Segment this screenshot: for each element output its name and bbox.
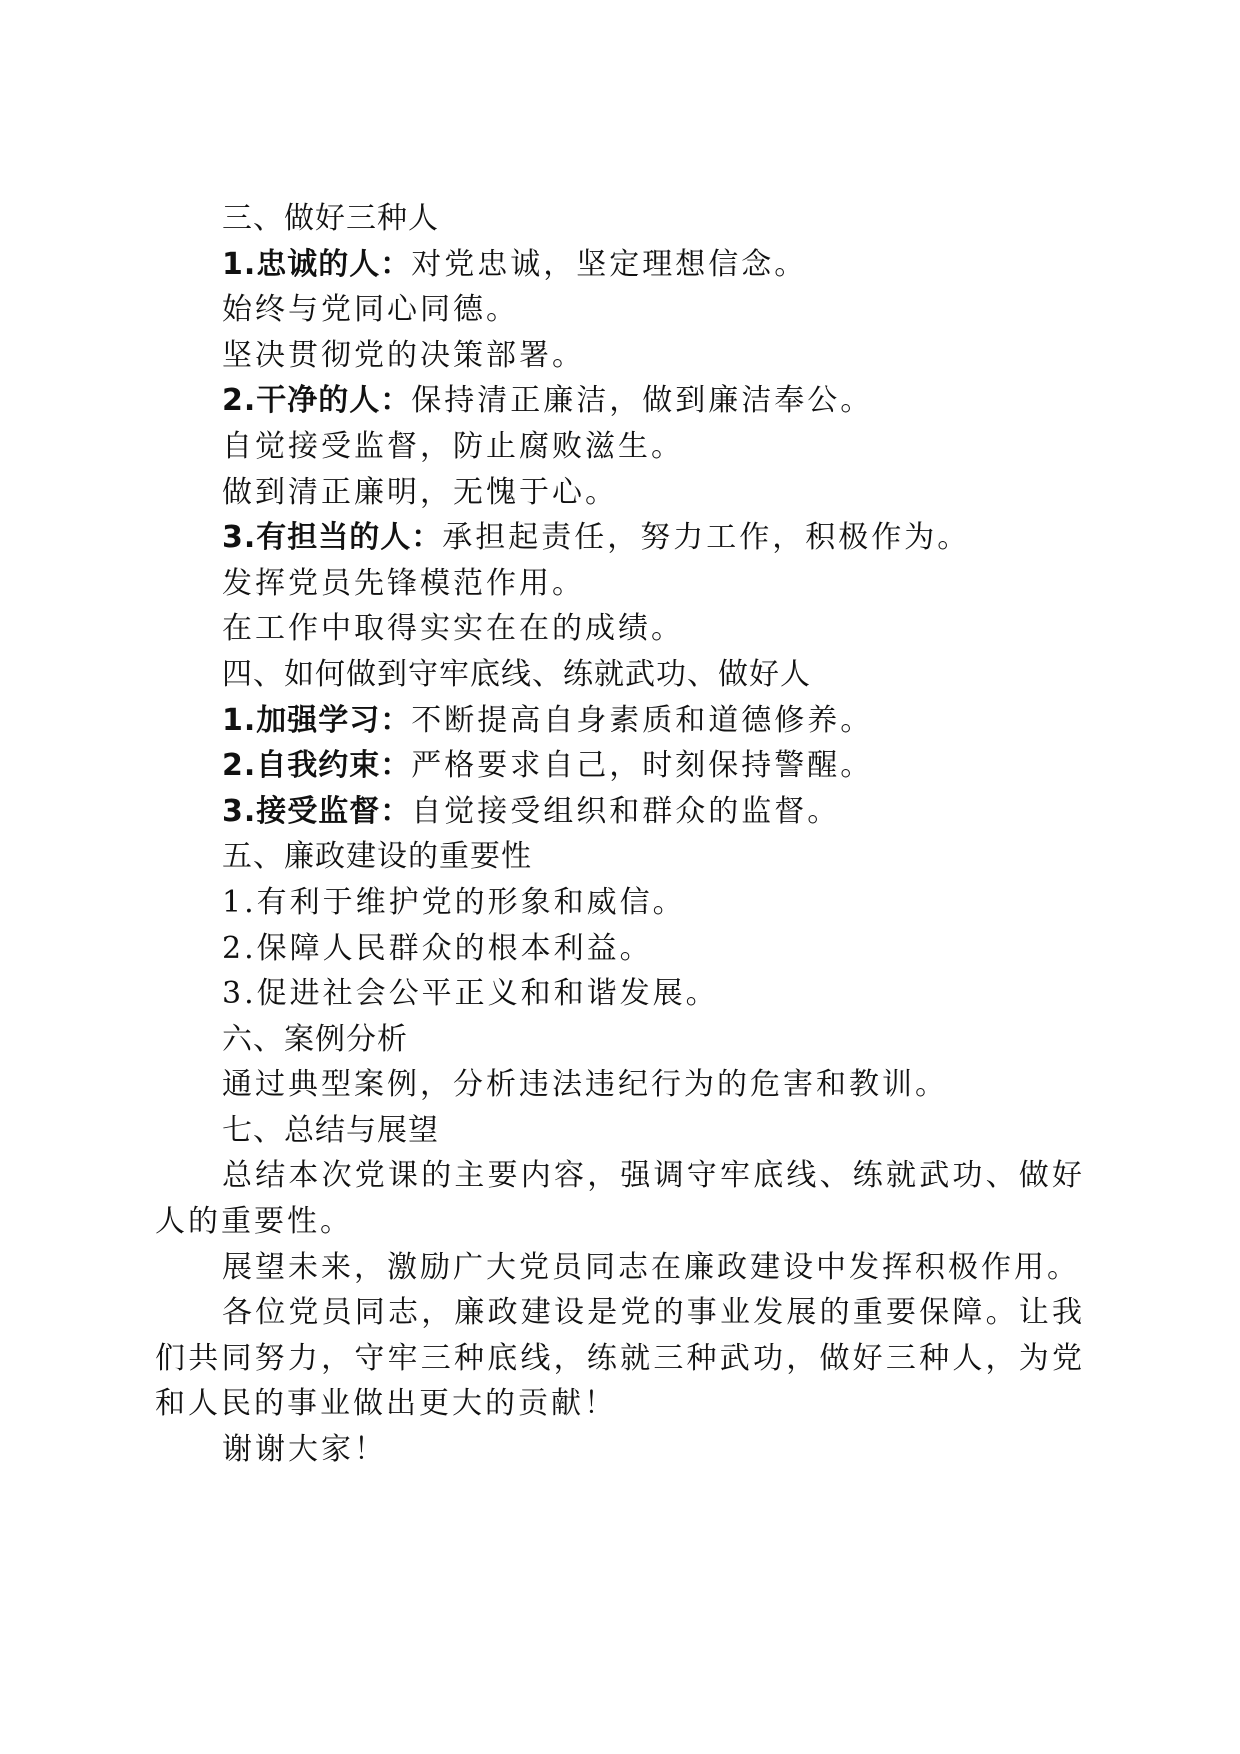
paragraph: 总结本次党课的主要内容，强调守牢底线、练就武功、做好人的重要性。 [155, 1158, 1085, 1240]
list-item [155, 789, 1085, 835]
body-line: 自觉接受监督，防止腐败滋生。 [222, 428, 684, 464]
body-line: 在工作中取得实实在在的成绩。 [222, 611, 684, 647]
item-lead: 3.有担当的人： [222, 520, 443, 556]
list-item: 1.有利于维护党的形象和威信。 [222, 884, 686, 920]
item-lead: 1.忠诚的人： [222, 246, 412, 282]
document-body [155, 196, 1085, 1473]
section-heading-3: 三、做好三种人 [222, 201, 439, 236]
paragraph: 各位党员同志，廉政建设是党的事业发展的重要保障。让我们共同努力，守牢三种底线，练就三种武功，做好三种人，为党和人民的事业做出更大的贡献！ [155, 1295, 1085, 1422]
list-item [155, 378, 1085, 424]
body-line: 做到清正廉明，无愧于心。 [222, 474, 618, 510]
section-heading-4: 四、如何做到守牢底线、练就武功、做好人 [222, 656, 811, 692]
item-lead: 2.干净的人： [222, 383, 412, 419]
section-heading-7: 七、总结与展望 [222, 1112, 439, 1148]
list-item [155, 515, 1085, 561]
item-text: 不断提高自身素质和道德修养。 [411, 702, 874, 738]
item-text: 对党忠诚，坚定理想信念。 [411, 246, 808, 282]
body-line: 始终与党同心同德。 [222, 292, 519, 328]
item-text: 严格要求自己，时刻保持警醒。 [411, 748, 874, 784]
item-text: 自觉接受组织和群众的监督。 [411, 793, 841, 829]
item-lead: 2.自我约束： [222, 748, 412, 784]
body-line: 发挥党员先锋模范作用。 [222, 565, 585, 601]
list-item [155, 743, 1085, 789]
item-text: 承担起责任，努力工作，积极作为。 [442, 520, 971, 556]
section-heading-6: 六、案例分析 [222, 1021, 408, 1057]
body-line: 通过典型案例，分析违法违纪行为的危害和教训。 [222, 1067, 948, 1103]
item-lead: 3.接受监督： [222, 793, 412, 829]
item-lead: 1.加强学习： [222, 702, 412, 738]
item-text: 保持清正廉洁，做到廉洁奉公。 [411, 383, 874, 419]
list-item: 2.保障人民群众的根本利益。 [222, 930, 653, 966]
paragraph: 展望未来，激励广大党员同志在廉政建设中发挥积极作用。 [222, 1249, 1080, 1285]
closing-line: 谢谢大家！ [222, 1432, 387, 1468]
body-line: 坚决贯彻党的决策部署。 [222, 337, 585, 373]
list-item: 3.促进社会公平正义和和谐发展。 [222, 976, 719, 1012]
section-heading-5: 五、廉政建设的重要性 [222, 839, 532, 875]
list-item [155, 242, 1085, 288]
list-item [155, 698, 1085, 744]
